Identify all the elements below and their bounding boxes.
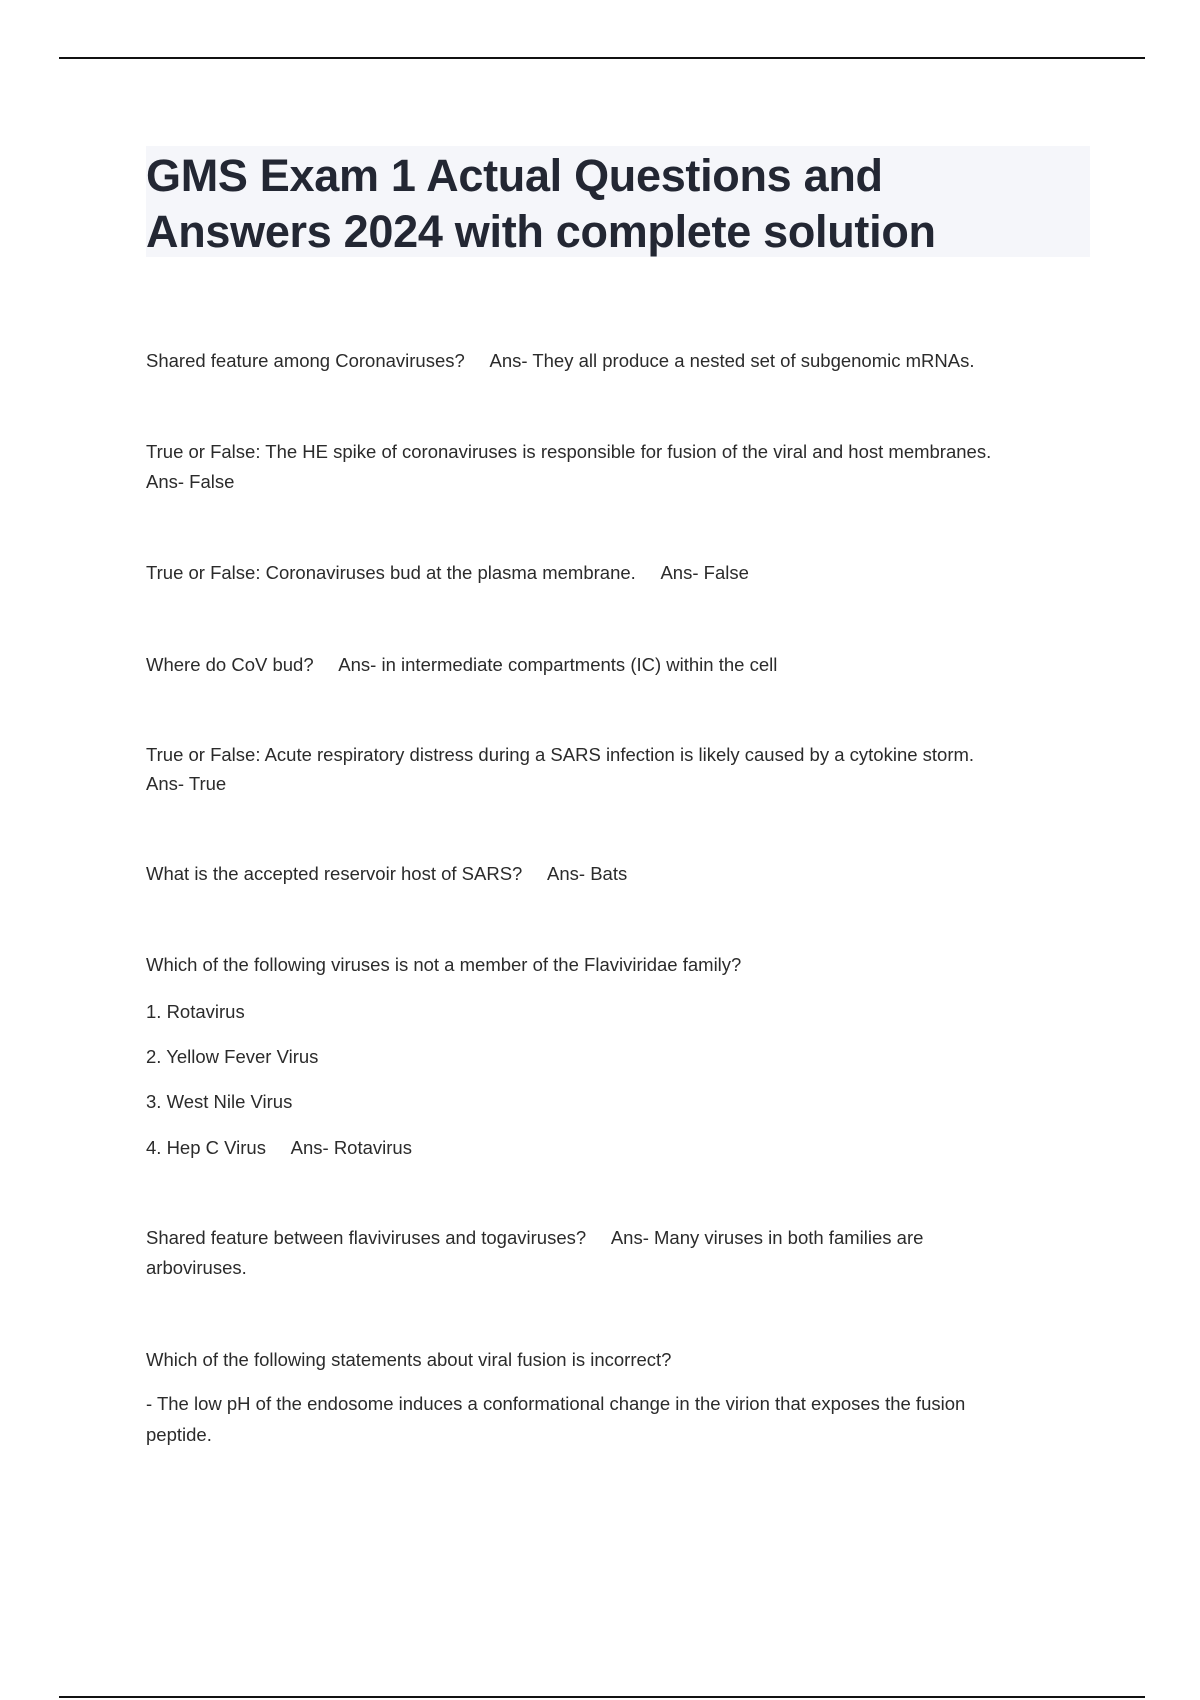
qa-line: peptide. <box>146 1424 212 1445</box>
option-4: 4. Hep C Virus Ans- Rotavirus <box>146 1137 412 1158</box>
qa-answer: Ans- False <box>146 471 235 492</box>
qa-line: True or False: Coronaviruses bud at the plasma membrane. Ans- False <box>146 562 749 583</box>
option-2: 2. Yellow Fever Virus <box>146 1046 319 1067</box>
title-line-2: Answers 2024 with complete solution <box>146 206 936 257</box>
option-3: 3. West Nile Virus <box>146 1091 293 1112</box>
qa-line: arboviruses. <box>146 1257 247 1278</box>
qa-line: Shared feature between flaviviruses and togaviruses? Ans- Many viruses in both families are <box>146 1227 924 1248</box>
document-title <box>146 148 936 260</box>
qa-line: What is the accepted reservoir host of SARS? Ans- Bats <box>146 863 628 884</box>
qa-line: Which of the following viruses is not a member of the Flaviviridae family? <box>146 954 742 975</box>
title-line-1: GMS Exam 1 Actual Questions and <box>146 150 883 201</box>
qa-line: - The low pH of the endosome induces a conformational change in the virion that exposes the fusion <box>146 1393 966 1414</box>
qa-line: Where do CoV bud? Ans- in intermediate compartments (IC) within the cell <box>146 654 778 675</box>
qa-line: True or False: Acute respiratory distress during a SARS infection is likely caused by a cytokine storm. <box>146 744 975 765</box>
qa-line: Shared feature among Coronaviruses? Ans- They all produce a nested set of subgenomic mRNAs. <box>146 350 975 371</box>
top-rule <box>59 57 1145 59</box>
qa-line: True or False: The HE spike of coronaviruses is responsible for fusion of the viral and host membranes. <box>146 441 992 462</box>
qa-answer: Ans- True <box>146 773 227 794</box>
qa-line: Which of the following statements about viral fusion is incorrect? <box>146 1349 672 1370</box>
option-1: 1. Rotavirus <box>146 1001 245 1022</box>
bottom-rule <box>59 1696 1145 1698</box>
